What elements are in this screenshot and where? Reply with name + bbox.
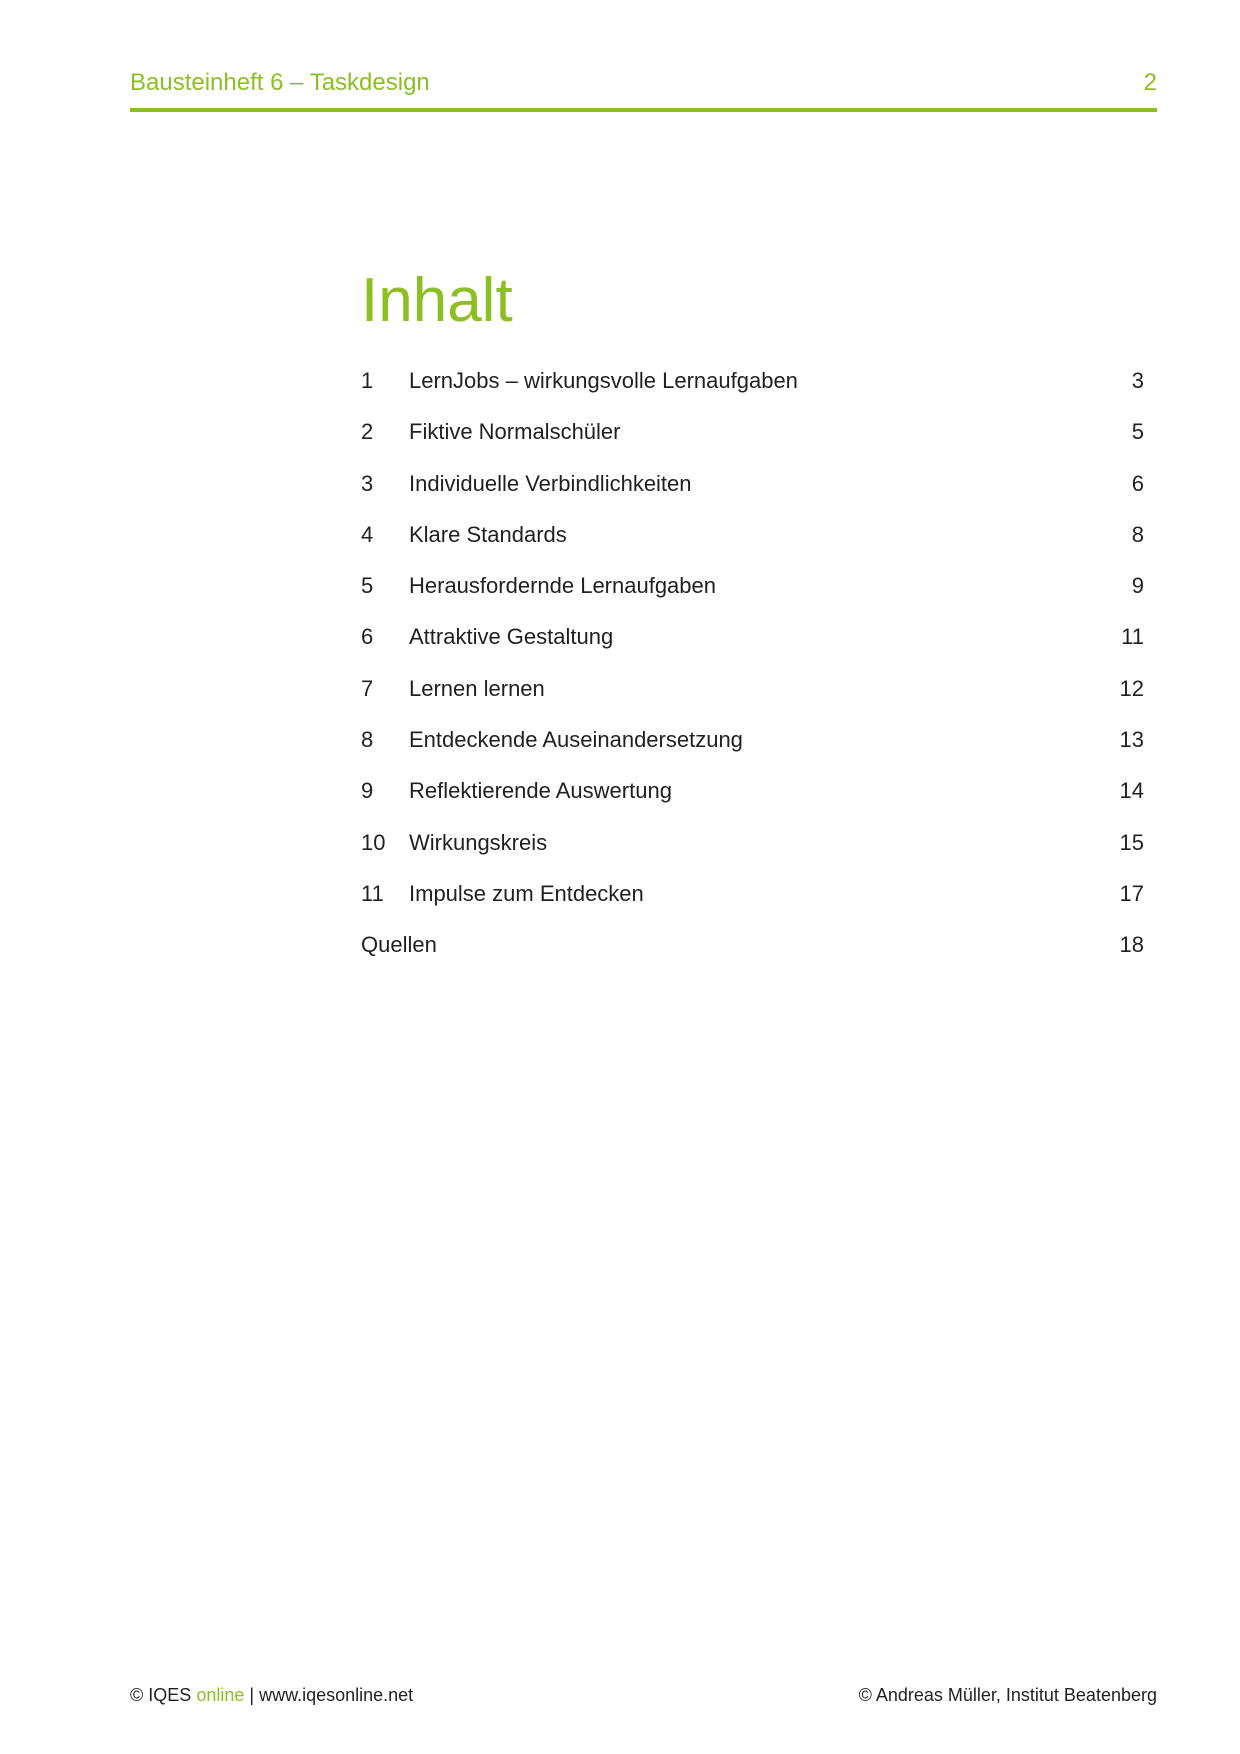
toc-entry-number: 8 (361, 727, 374, 753)
toc-entry-number: 5 (361, 573, 374, 599)
toc-entry[interactable] (361, 470, 1144, 524)
toc-entry-page: 18 (1119, 932, 1144, 958)
toc-entry-title: Lernen lernen (409, 675, 545, 701)
toc-entry-page: 9 (1131, 573, 1144, 599)
toc-entry-page: 17 (1119, 880, 1144, 906)
header-title: Bausteinheft 6 – Taskdesign (130, 69, 430, 96)
toc-entry-title: Entdeckende Auseinandersetzung (409, 727, 743, 753)
footer-copyright-symbol: © (130, 1685, 144, 1705)
footer-separator: | (249, 1685, 255, 1705)
toc-entry-page: 12 (1119, 675, 1144, 701)
toc-entry-page: 11 (1121, 624, 1144, 650)
footer-brand-accent: online (196, 1685, 245, 1705)
toc-entry-title: Reflektierende Auswertung (409, 778, 672, 804)
toc-entry-title: Attraktive Gestaltung (409, 624, 614, 650)
toc-entry-number: 7 (361, 675, 374, 701)
toc-entry-page: 3 (1131, 368, 1144, 393)
toc-entry[interactable] (361, 575, 1144, 626)
toc-entry-title: Individuelle Verbindlichkeiten (409, 470, 692, 496)
toc-entry-title: Herausfordernde Lernaufgaben (409, 573, 717, 599)
toc-entry-title: LernJobs – wirkungsvolle Lernaufgaben (409, 368, 798, 393)
toc-entry[interactable] (361, 626, 1144, 677)
toc-entry-title: Impulse zum Entdecken (409, 880, 644, 906)
toc-entry-title: Klare Standards (409, 521, 567, 547)
toc-entry[interactable] (361, 934, 1144, 985)
table-of-contents (361, 266, 1144, 958)
toc-entry[interactable] (361, 729, 1144, 780)
toc-entry-page: 14 (1119, 778, 1144, 804)
toc-entry-title: Wirkungskreis (409, 829, 548, 855)
toc-entry-number: 1 (361, 368, 374, 393)
toc-entry[interactable] (361, 675, 1144, 729)
toc-entry-title: Quellen (361, 932, 437, 958)
toc-entry-title: Fiktive Normalschüler (409, 419, 621, 445)
page-header (130, 66, 1157, 112)
toc-entry[interactable] (361, 829, 1144, 883)
toc-entry-number: 10 (361, 829, 386, 855)
toc-entry-page: 5 (1131, 419, 1144, 445)
toc-entry[interactable] (361, 880, 1144, 934)
toc-entry[interactable] (361, 521, 1144, 575)
footer-website: www.iqesonline.net (259, 1685, 414, 1705)
toc-entry-number: 4 (361, 521, 374, 547)
toc-list (361, 370, 1144, 986)
toc-entry-number: 3 (361, 470, 374, 496)
toc-entry[interactable] (361, 370, 1144, 421)
toc-heading: Inhalt (361, 266, 513, 335)
toc-entry[interactable] (361, 421, 1144, 472)
toc-entry-page: 8 (1131, 521, 1144, 547)
footer-brand: IQES (148, 1685, 192, 1705)
footer-right: © Andreas Müller, Institut Beatenberg (858, 1685, 1157, 1705)
toc-entry-number: 2 (361, 419, 374, 445)
toc-entry-page: 6 (1131, 470, 1144, 496)
toc-entry-number: 9 (361, 778, 374, 804)
toc-entry-number: 6 (361, 624, 374, 650)
toc-entry-page: 13 (1119, 727, 1144, 753)
footer-left (130, 1685, 413, 1706)
toc-entry-page: 15 (1119, 829, 1144, 855)
header-page-number: 2 (1143, 69, 1157, 96)
toc-entry-number: 11 (361, 880, 384, 906)
toc-entry[interactable] (361, 780, 1144, 831)
